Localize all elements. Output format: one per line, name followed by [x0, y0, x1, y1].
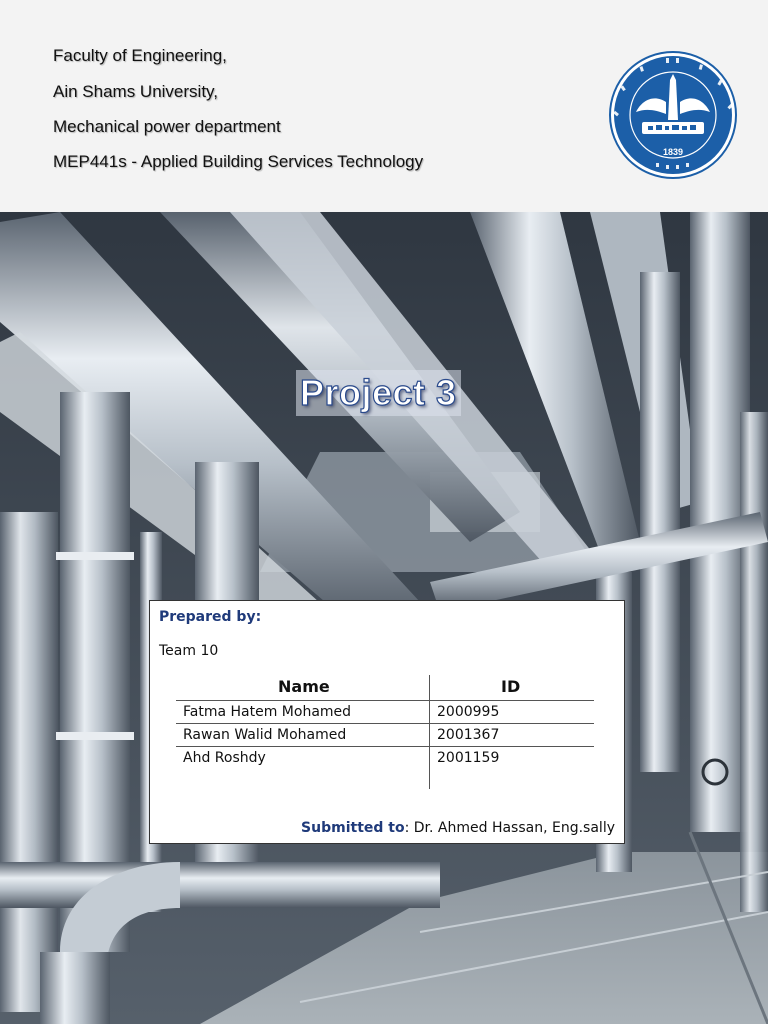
university-seal-icon — [606, 50, 740, 180]
project-title: Project 3 — [296, 370, 461, 416]
department-line: Mechanical power department — [53, 117, 281, 136]
member-name: Fatma Hatem Mohamed — [183, 704, 352, 720]
member-id: 2001367 — [437, 727, 500, 743]
member-name: Ahd Roshdy — [183, 750, 266, 766]
university-line: Ain Shams University, — [53, 82, 219, 101]
document-header — [0, 0, 768, 212]
course-line: MEP441s - Applied Building Services Technology — [53, 152, 424, 171]
id-column-header: ID — [501, 677, 521, 696]
faculty-line: Faculty of Engineering, — [53, 46, 227, 65]
member-id: 2001159 — [437, 750, 500, 766]
name-column-header: Name — [278, 677, 330, 696]
submitted-to — [301, 820, 615, 836]
member-name: Rawan Walid Mohamed — [183, 727, 347, 743]
info-box — [149, 600, 625, 844]
submitted-to-value: : Dr. Ahmed Hassan, Eng.sally — [404, 820, 615, 836]
table-row — [176, 724, 594, 747]
members-table — [176, 675, 594, 769]
prepared-by-label: Prepared by — [159, 609, 256, 625]
table-header — [176, 675, 594, 701]
prepared-by-heading — [159, 609, 261, 625]
team-name: Team 10 — [159, 643, 219, 659]
table-row — [176, 701, 594, 724]
submitted-to-label: Submitted to — [301, 820, 405, 836]
member-id: 2000995 — [437, 704, 500, 720]
table-row — [176, 747, 594, 769]
seal-year: 1839 — [662, 147, 684, 157]
prepared-by-colon: : — [255, 609, 262, 625]
